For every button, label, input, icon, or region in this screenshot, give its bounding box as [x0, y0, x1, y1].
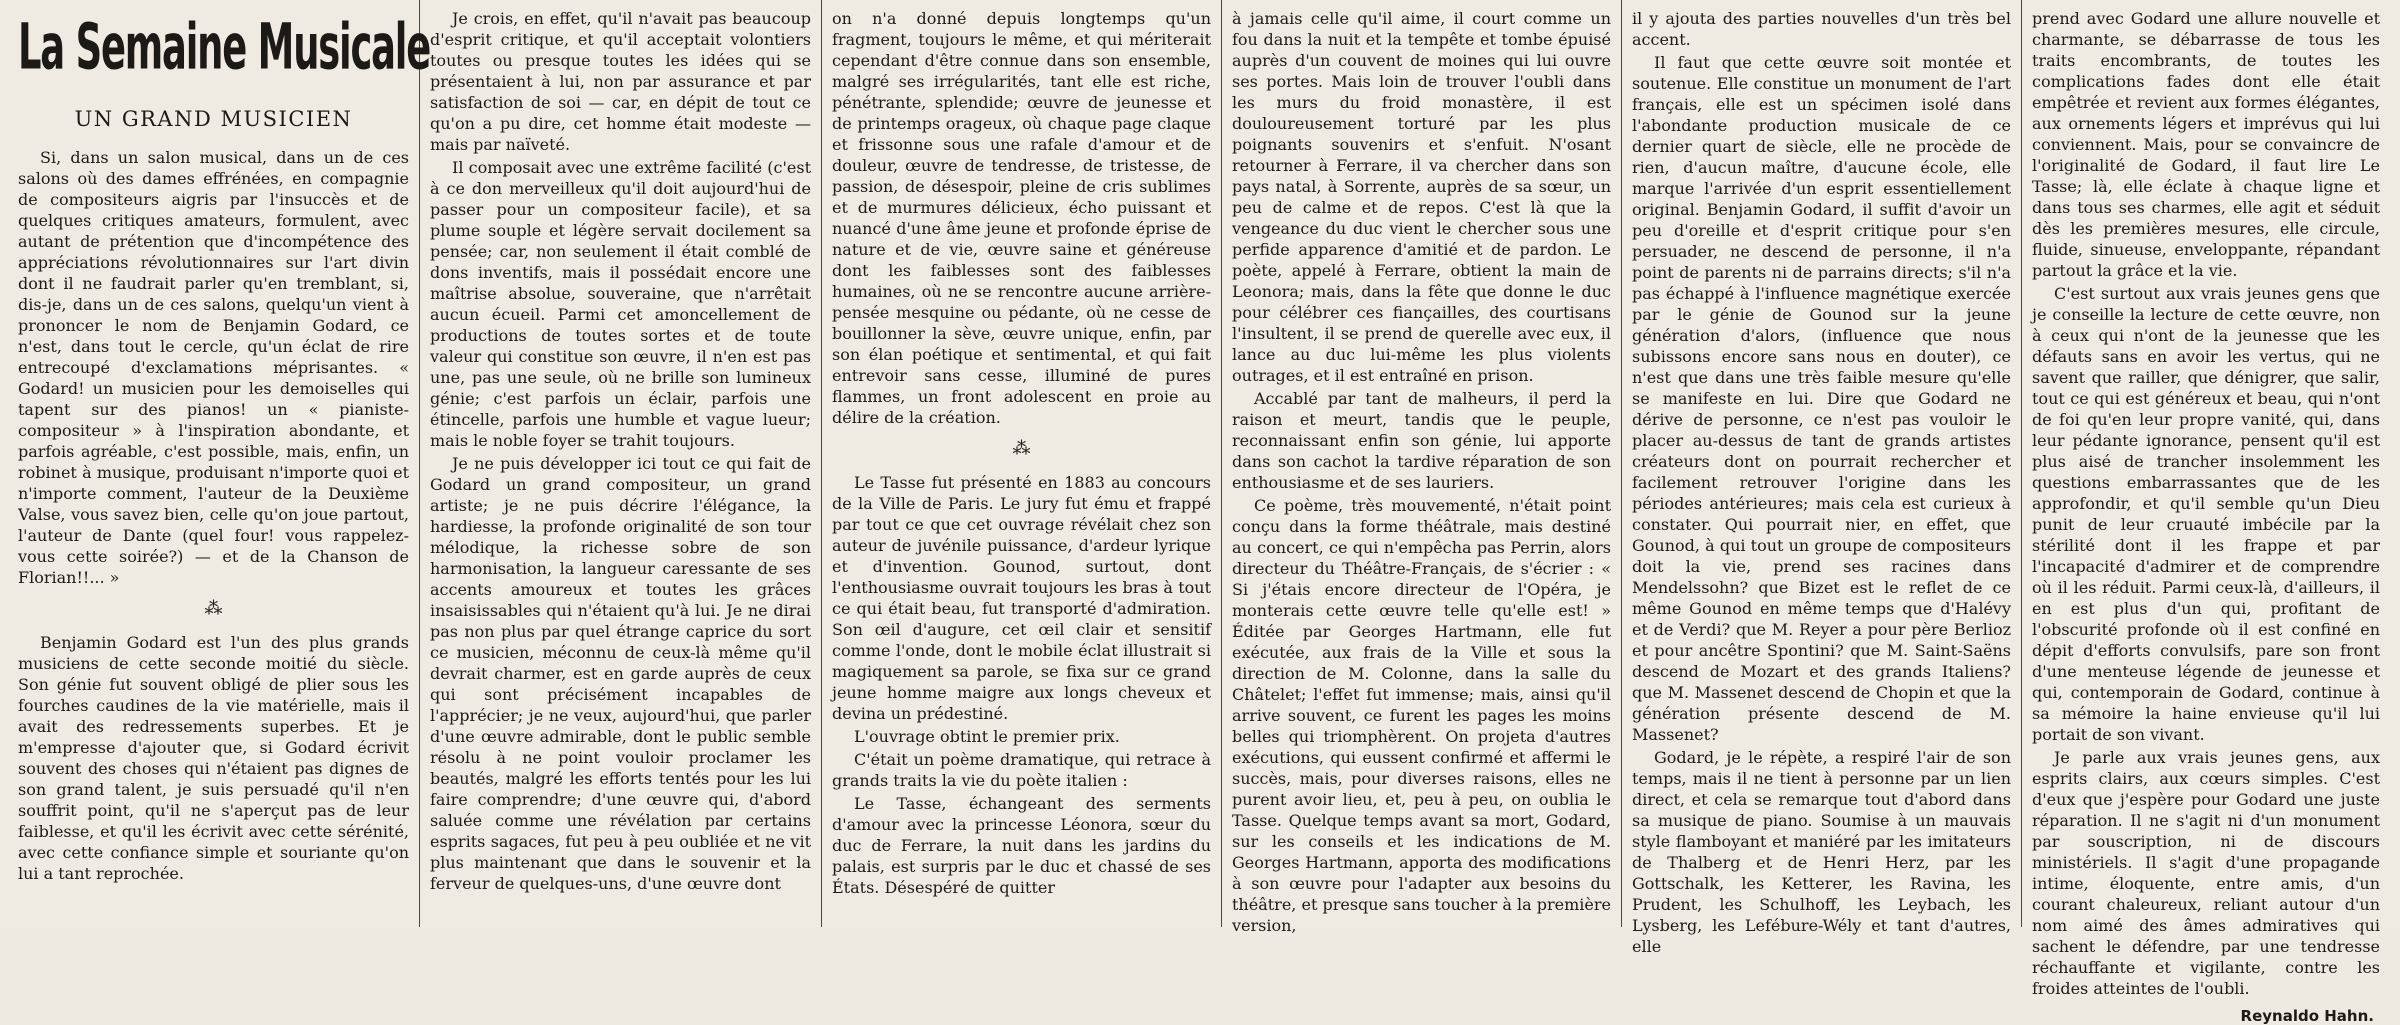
paragraph: Godard, je le répète, a respiré l'air de son temps, mais il ne tient à personne par un lien direct, et cela se remarque tout d'abord dans sa musique de piano. Soumise à un mauvais style flamboyant et maniéré par les imitateurs de Thalberg et de Henri Herz, par les Gottschalk, les Ketterer, les Ravina, les Prudent, les Schulhoff, les Leybach, les Lysberg, les Lefébure-Wély et tant d'autres, elle	[1632, 748, 2011, 956]
paragraph: à jamais celle qu'il aime, il court comme un fou dans la nuit et la tempête et tombe épuisé auprès d'un couvent de moines qui lui ouvre ses portes. Mais loin de trouver l'oubli dans les murs du froid monastère, il est douloureusement torturé par les plus poignants souvenirs et s'enfuit. N'osant retourner à Ferrare, il va chercher dans son pays natal, à Sorrente, auprès de sa sœur, un peu de calme et de repos. C'est là que la vengeance du duc vient le chercher sous une perfide apparence d'amitié et de pardon. Le poète, appelé à Ferrare, obtient la main de Leonora; mais, dans la fête que donne le duc pour célébrer ces fiançailles, des courtisans l'insultent, il se prend de querelle avec eux, il lance au duc lui-même les plus violents outrages, et il est entraîné en prison.	[1232, 9, 1611, 385]
paragraph: Le Tasse, échangeant des serments d'amour avec la princesse Léonora, sœur du duc de Ferrare, la nuit dans les jardins du palais, est surpris par le duc et chassé de ses États. Désespéré de quitter	[832, 794, 1211, 897]
paragraph: on n'a donné depuis longtemps qu'un fragment, toujours le même, et qui mériterait cependant d'être connue dans son ensemble, malgré ses irrégularités, tant elle est riche, pénétrante, splendide; œuvre de jeunesse et de printemps orageux, où chaque page claque et frissonne sous une rafale d'amour et de douleur, œuvre de tendresse, de tristesse, de passion, de désespoir, pleine de cris sublimes et de murmures délicieux, écho puissant et nuancé d'une âme jeune et profonde éprise de nature et de vie, œuvre saine et généreuse dont les faiblesses sont des faiblesses humaines, où ne se rencontre aucune arrière-pensée mesquine ou pédante, où ne cesse de bouillonner la sève, œuvre unique, enfin, par son élan poétique et sentimental, et qui fait entrevoir sans cesse, illuminé de pures flammes, un front adolescent en proie au délire de la création.	[832, 9, 1211, 427]
author-signature: Reynaldo Hahn.	[2240, 1007, 2374, 1025]
column-6	[2022, 0, 2390, 1025]
paragraph: Si, dans un salon musical, dans un de ces salons où des dames effrénées, en compagnie de compositeurs aigris par l'insuccès et de quelques critiques amateurs, formulent, avec autant de prétention que d'incompétence des appréciations révolutionnaires sur l'art divin dont il ne faudrait parler qu'en tremblant, si, dis-je, dans un de ces salons, quelqu'un vient à prononcer le nom de Benjamin Godard, ce n'est, dans tout le cercle, qu'un éclat de rire entrecoupé d'exclamations méprisantes. « Godard! un musicien pour les demoiselles qui tapent sur des pianos! un « pianiste-compositeur » à l'inspiration abondante, et parfois agréable, c'est possible, mais, enfin, un robinet à musique, produisant n'importe quoi et n'importe comment, l'auteur de la Deuxième Valse, vous savez bien, celle qu'on joue partout, l'auteur de Dante (quel four! vous rappelez-vous cette soirée?) — et de la Chanson de Florian!!... »	[18, 148, 409, 587]
column-5	[1622, 0, 2022, 956]
column-2	[420, 0, 822, 927]
paragraph: Il faut que cette œuvre soit montée et soutenue. Elle constitue un monument de l'art français, elle est un spécimen isolé dans l'abondante production musicale de ce dernier quart de siècle, elle ne procède de rien, d'aucun maître, d'aucune école, elle marque l'arrivée d'un esprit essentiellement original. Benjamin Godard, il suffit d'avoir un peu d'oreille et d'esprit critique pour s'en persuader, ne descend de personne, il n'a point de parents ni de parrains directs; s'il n'a pas échappé à l'influence magnétique exercée par le génie de Gounod sur la jeune génération d'alors, (influence que nous subissons encore sans nous en douter), ce n'est que dans une très faible mesure qu'elle se manifeste en lui. Dire que Godard ne dérive de personne, ce n'est pas vouloir le placer au-dessus de tant de grands artistes créateurs dont on pourrait rechercher et facilement retrouver l'origine dans les périodes antérieures; mais cela est curieux à constater. Qui pourrait nier, en effet, que Gounod, à qui tout un groupe de compositeurs doit la vie, prend ses racines dans Mendelssohn? que Bizet est le reflet de ce même Gounod en même temps que d'Halévy et de Verdi? que M. Reyer a pour père Berlioz et pour ancêtre Spontini? que M. Saint-Saëns descend de Mozart et des grands Italiens? que M. Massenet descend de Chopin et que la génération présente descend de M. Massenet?	[1632, 53, 2011, 744]
paragraph: Je crois, en effet, qu'il n'avait pas beaucoup d'esprit critique, et qu'il acceptait volontiers toutes ou presque toutes les idées qui se présentaient à lui, non par assurance et par satisfaction de soi — car, en dépit de tout ce qu'on a pu dire, cet homme était modeste — mais par naïveté.	[430, 9, 811, 154]
paragraph: Il composait avec une extrême facilité (c'est à ce don merveilleux qu'il doit aujourd'hui de passer pour un compositeur facile), et sa plume souple et légère servait docilement sa pensée; car, non seulement il était comblé de dons inventifs, mais il possédait encore une maîtrise absolue, souveraine, que n'arrêtait aucun écueil. Parmi cet amoncellement de productions de toutes sortes et de toute valeur qui constitue son œuvre, il n'en est pas une, pas une seule, où ne brille son lumineux génie; c'est parfois un éclair, parfois une étincelle, parfois une humble et vague lueur; mais le noble foyer se trahit toujours.	[430, 158, 811, 450]
article-title: UN GRAND MUSICIEN	[74, 107, 353, 131]
section-masthead: La Semaine Musicale	[18, 9, 431, 85]
paragraph: Accablé par tant de malheurs, il perd la raison et meurt, tandis que le peuple, reconnaissant enfin son génie, lui apporte dans son cachot la tardive réparation de son enthousiasme et de ses lauriers.	[1232, 389, 1611, 492]
paragraph: L'ouvrage obtint le premier prix.	[854, 727, 1120, 746]
dinkus-ornament: ⁂	[1012, 438, 1031, 459]
paragraph: Je parle aux vrais jeunes gens, aux esprits clairs, aux cœurs simples. C'est d'eux que j'espère pour Godard une juste réparation. Il ne s'agit ni d'un monument par souscription, ni de discours ministériels. Il s'agit d'une propagande intime, éloquente, entre amis, d'un courant chaleureux, reliant autour d'un nom aimé des âmes admiratives qui sachent le défendre, par une tendresse réchauffante et vigilante, contre les froides atteintes de l'oubli.	[2032, 748, 2380, 998]
paragraph: C'est surtout aux vrais jeunes gens que je conseille la lecture de cette œuvre, non à ceux qui n'ont de la jeunesse que les défauts sans en avoir les vertus, qui ne savent que railler, que dénigrer, que salir, tout ce qui est généreux et beau, qui n'ont de foi qu'en leur propre vanité, qui, dans leur pédante ignorance, pensent qu'il est plus aisé de trancher insolemment les questions embarrassantes que de les approfondir, et qu'il semble qu'un Dieu punit de leur cruauté imbécile par la stérilité dont il les frappe et par l'incapacité d'admirer et de comprendre où il les réduit. Parmi ceux-là, d'ailleurs, il en est plus d'un qui, profitant de l'obscurité profonde où il est confiné en dépit d'efforts convulsifs, pare son front d'une menteuse légende de jeunesse et qui, contemporain de Godard, continue à sa mémoire la haine envieuse qu'il lui portait de son vivant.	[2032, 284, 2380, 744]
column-4	[1222, 0, 1622, 935]
paragraph: il y ajouta des parties nouvelles d'un très bel accent.	[1632, 9, 2011, 49]
paragraph: Le Tasse fut présenté en 1883 au concours de la Ville de Paris. Le jury fut ému et frappé par tout ce que cet ouvrage révélait chez son auteur de juvénile puissance, d'ardeur lyrique et d'invention. Gounod, surtout, dont l'enthousiasme ouvrait toujours les bras à tout ce qui était beau, fut transporté d'admiration. Son œil d'augure, cet œil clair et sensitif comme l'onde, dont le mobile éclat illustrait si magiquement sa parole, se fixa sur ce grand jeune homme maigre aux longs cheveux et devina un prédestiné.	[832, 473, 1211, 723]
paragraph: Je ne puis développer ici tout ce qui fait de Godard un grand compositeur, un grand artiste; je ne puis décrire l'élégance, la hardiesse, la profonde originalité de son tour mélodique, la richesse sobre de son harmonisation, la langueur caressante de ses accents amoureux et toutes les grâces insaisissables qui n'étaient qu'à lui. Je ne dirai pas non plus par quel étrange caprice du sort ce musicien, méconnu de ceux-là même qu'il devrait charmer, est en garde auprès de ceux qui sont précisément incapables de l'apprécier; je ne veux, aujourd'hui, que parler d'une œuvre admirable, dont le public semble résolu à ne point vouloir proclamer les beautés, malgré les efforts tentés pour les lui faire comprendre; d'une œuvre qui, d'abord saluée comme une révélation par certains esprits sagaces, fut peu à peu oubliée et ne vit plus maintenant que dans le souvenir et la ferveur de quelques-uns, d'une œuvre dont	[430, 454, 811, 893]
column-3	[822, 0, 1222, 927]
column-1	[8, 0, 431, 927]
dinkus-ornament: ⁂	[204, 598, 223, 619]
paragraph: Benjamin Godard est l'un des plus grands musiciens de cette seconde moitié du siècle. Son génie fut souvent obligé de plier sous les fourches caudines de la vie matérielle, mais il avait des redressements superbes. Et je m'empresse d'ajouter que, si Godard écrivit souvent des choses qui n'étaient pas dignes de son grand talent, je suis persuadé qu'il n'en souffrit point, qu'il ne s'aperçut pas de leur faiblesse, et qu'il les écrivit avec cette sérénité, avec cette confiance simple et souriante qu'on lui a tant reprochée.	[18, 633, 409, 883]
paragraph: C'était un poème dramatique, qui retrace à grands traits la vie du poète italien :	[832, 750, 1211, 790]
paragraph: prend avec Godard une allure nouvelle et charmante, se débarrasse de tous les traits encombrants, de toutes les complications fades dont elle était empêtrée et revient aux formes élégantes, aux ornements légers et imprévus qui lui conviennent. Mais, pour se convaincre de l'originalité de Godard, il faut lire Le Tasse; là, elle éclate à chaque ligne et dans tous ses charmes, elle agit et séduit dès les premières mesures, elle circule, fluide, sinueuse, enveloppante, répandant partout la grâce et la vie.	[2032, 9, 2380, 280]
paragraph: Ce poème, très mouvementé, n'était point conçu dans la forme théâtrale, mais destiné au concert, ce qui n'empêcha pas Perrin, alors directeur du Théâtre-Français, de s'écrier : « Si j'étais encore directeur de l'Opéra, je monterais cette œuvre telle qu'elle est! » Éditée par Georges Hartmann, elle fut exécutée, aux frais de la Ville et sous la direction de M. Colonne, dans la salle du Châtelet; l'effet fut immense; mais, ainsi qu'il arrive souvent, ce furent les pages les moins belles qui triomphèrent. On projeta d'autres exécutions, qui eussent confirmé et affermi le succès, mais, pour diverses raisons, elles ne purent avoir lieu, et, peu à peu, on oublia le Tasse. Quelque temps avant sa mort, Godard, sur les conseils et les indications de M. Georges Hartmann, apporta des modifications à son œuvre pour l'adapter aux besoins du théâtre, et presque sans toucher à la première version,	[1232, 496, 1611, 935]
